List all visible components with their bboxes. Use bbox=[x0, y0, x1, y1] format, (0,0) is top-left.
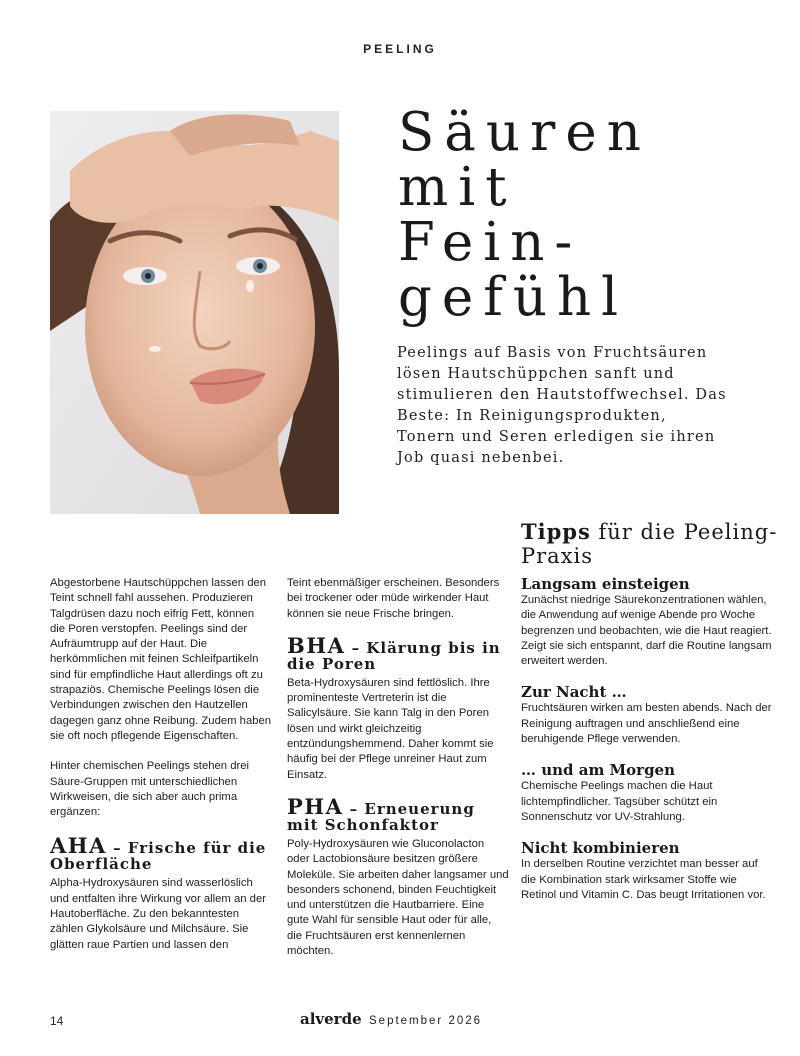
tip-text: Zunächst niedrige Säurekonzentrationen wählen, die Anwendung auf wenige Abende pro Woche begrenzen und beobachten, wie die Haut reagiert. Zeigt sie sich entspannt, darf die Routine langsam erweitert werden. bbox=[521, 594, 772, 668]
title-line-1: Säuren bbox=[398, 102, 651, 163]
tip-title: Zur Nacht … bbox=[521, 683, 627, 702]
tips-heading-rest: für die Peeling-Praxis bbox=[521, 520, 778, 568]
tip-item bbox=[521, 684, 773, 747]
bha-abbr: BHA bbox=[287, 632, 346, 658]
col2-paragraph-3: Poly-Hydroxysäuren wie Gluconolacton oder Lactobionsäure besitzen größere Moleküle. Sie arbeiten daher langsamer und besonders schonend, binden Feuchtigkeit und unterstützen die Hautbarriere. Eine gute Wahl für sensible Haut oder für alle, die Fruchtsäuren erst kennenlernen möchten. bbox=[287, 837, 509, 958]
section-label: PEELING bbox=[363, 42, 437, 56]
col1-paragraph-3: Alpha-Hydroxysäuren sind wasserlöslich und entfalten ihre Wirkung vor allem an der Hautoberfläche. Zu den bekanntesten zählen Glykolsäure und Milchsäure. Sie glätten raue Partien und lassen den bbox=[50, 877, 267, 951]
aha-heading bbox=[50, 833, 272, 874]
title-line-4: gefühl bbox=[398, 267, 629, 328]
tip-item bbox=[521, 762, 773, 825]
tips-heading bbox=[521, 520, 781, 568]
page-number: 14 bbox=[50, 1014, 64, 1028]
col2-paragraph-2: Beta-Hydroxysäuren sind fettlöslich. Ihre prominenteste Vertreterin ist die Salicylsäure. Sie kann Talg in den Poren lösen und wirkt gleichzeitig entzündungshemmend. Daher kommt sie häufig bei der Pflege unreiner Haut zum Einsatz. bbox=[287, 676, 494, 781]
aha-abbr: AHA bbox=[50, 833, 107, 859]
issue-date: September 2026 bbox=[369, 1015, 483, 1027]
column-1 bbox=[50, 576, 272, 953]
tip-text: In derselben Routine verzichtet man besser auf die Kombination stark wirksamer Stoffe wie Retinol und Vitamin C. Das beugt Irritationen vor. bbox=[521, 858, 766, 901]
col2-paragraph-1: Teint ebenmäßiger erscheinen. Besonders bei trockener oder müde wirkender Haut können sie neue Frische bringen. bbox=[287, 577, 500, 620]
col1-paragraph-1: Abgestorbene Hautschüppchen lassen den Teint schnell fahl aussehen. Produzieren Talgdrüsen dazu noch eifrig Fett, können die Poren verstopfen. Peelings sind der Aufräumtrupp auf der Haut. Die herkömmlichen mit feinen Schleifpartikeln sind für empfindliche Haut allerdings oft zu strapaziös. Chemische Peelings lösen die Verbindungen zwischen den Hautzellen dagegen ganz ohne Reibung. Zudem haben sie oft noch pflegende Eigenschaften. bbox=[50, 577, 272, 742]
bha-heading bbox=[287, 632, 509, 673]
tip-text: Chemische Peelings machen die Haut lichtempfindlicher. Tagsüber schützt ein Sonnenschutz vor UV-Strahlung. bbox=[521, 780, 718, 823]
tip-title: Nicht kombinieren bbox=[521, 839, 680, 858]
tip-text: Fruchtsäuren wirken am besten abends. Nach der Reinigung auftragen und anschließend eine beruhigende Pflege verwenden. bbox=[521, 702, 772, 746]
pha-heading bbox=[287, 793, 509, 834]
column-2 bbox=[287, 576, 509, 959]
bha-title: – Klärung bis in die Poren bbox=[287, 638, 501, 673]
title-line-3: Fein- bbox=[398, 212, 583, 273]
tips-heading-bold: Tipps bbox=[521, 519, 591, 544]
tip-item bbox=[521, 576, 773, 669]
col1-paragraph-2: Hinter chemischen Peelings stehen drei Säure-Gruppen mit unterschiedlichen Wirkweisen, die sich aber auch prima ergänzen: bbox=[50, 760, 250, 819]
intro-text: Peelings auf Basis von Fruchtsäuren lösen Hautschüppchen sanft und stimulieren den Hautstoffwechsel. Das Beste: In Reinigungsprodukten, Tonern und Seren erledigen sie ihren Job quasi nebenbei. bbox=[397, 345, 727, 466]
aha-title: – Frische für die Oberfläche bbox=[50, 839, 267, 874]
brand-logo: alverde bbox=[300, 1010, 362, 1028]
tip-title: Langsam einsteigen bbox=[521, 575, 690, 593]
tips-column bbox=[521, 576, 773, 918]
tip-title: … und am Morgen bbox=[521, 761, 676, 780]
pha-abbr: PHA bbox=[287, 793, 344, 819]
hero-photo bbox=[50, 111, 339, 514]
pha-title: – Erneuerung mit Schonfaktor bbox=[287, 799, 475, 834]
tip-item bbox=[521, 840, 773, 903]
title-line-2: mit bbox=[398, 157, 517, 218]
